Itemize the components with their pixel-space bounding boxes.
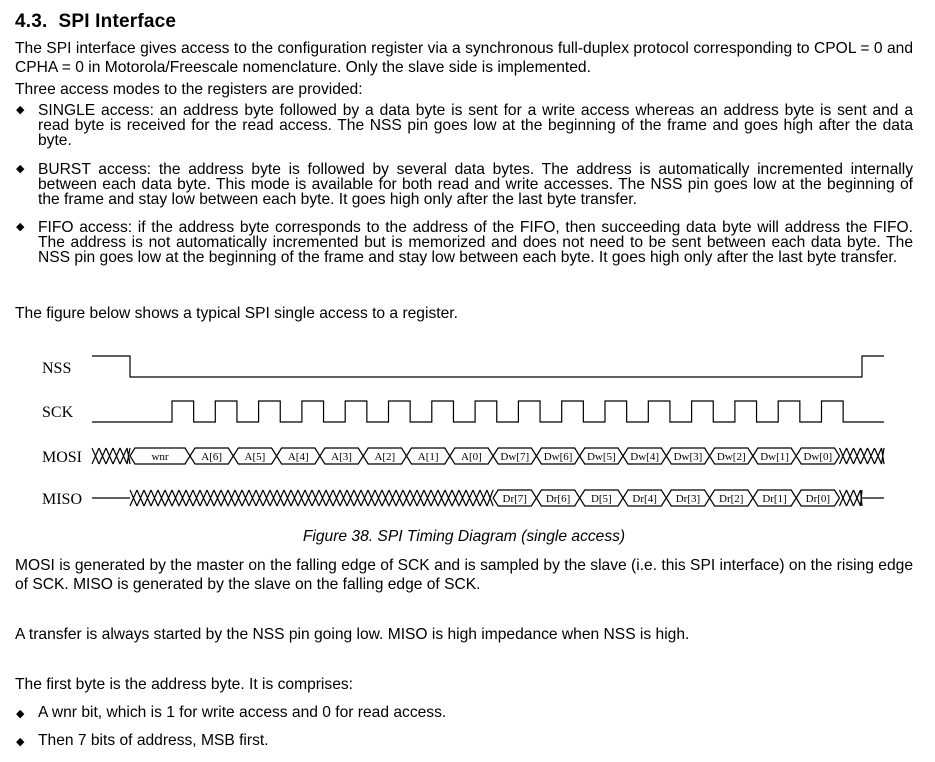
bullet-diamond-icon: ◆ [16, 708, 25, 720]
mosi-bit-cell-label: Dw[7] [500, 451, 530, 463]
mode-burst-text: BURST access: the address byte is followed by several data bytes. The address is automatically incremented internally between each data byte. This mode is available for both read and write accesses. The NSS pin goes low at the beginning of the frame and stay low between each byte. It goes high only after the last byte transfer. [38, 161, 913, 208]
section-number: 4.3. [15, 11, 48, 32]
figure-intro: The figure below shows a typical SPI single access to a register. [15, 305, 458, 322]
miso-bit-cell-label: Dr[0] [805, 493, 831, 505]
section-title: SPI Interface [58, 11, 177, 32]
mosi-bit-cell-label: Dw[4] [630, 451, 660, 463]
signal-label-sck: SCK [42, 404, 74, 421]
mode-fifo-text: FIFO access: if the address byte corresponds to the address of the FIFO, then succeeding data byte will address the FIFO. The address is not automatically incremented but is memorized and does not need to be sent between each data byte. The NSS pin goes low at the beginning of the frame and stay low between each byte. It goes high only after the last byte transfer. [38, 219, 913, 266]
mosi-bit-cell-label: Dw[2] [716, 451, 746, 463]
list-item [15, 731, 913, 750]
bullet-diamond-icon: ◆ [16, 163, 25, 175]
address-byte-list [15, 703, 913, 750]
miso-hatch-end [840, 490, 863, 506]
mosi-bit-cell-label: A[4] [287, 451, 309, 463]
miso-bit-cell-label: Dr[4] [632, 493, 657, 505]
document-page [15, 8, 913, 323]
mosi-paragraph: MOSI is generated by the master on the falling edge of SCK and is sampled by the slave (i.e. this SPI interface) on the rising edge of SCK. MISO is generated by the slave on the falling edge of SCK. [15, 557, 913, 593]
mosi-hatch-start [92, 448, 130, 464]
address-byte-paragraph: The first byte is the address byte. It is comprises: [15, 676, 353, 693]
signal-label-nss: NSS [42, 360, 72, 377]
mosi-bit-cell-label: A[6] [201, 451, 223, 463]
section-heading [15, 8, 913, 36]
miso-bit-cell-label: Dr[3] [675, 493, 701, 505]
miso-bit-cell-label: D[5] [590, 493, 612, 505]
miso-hatch [130, 490, 493, 506]
bullet-diamond-icon: ◆ [16, 736, 25, 748]
mosi-bit-cell-label: Dw[0] [803, 451, 833, 463]
mosi-bit-cell-label: A[1] [417, 451, 439, 463]
mosi-bit-cell-label: A[2] [374, 451, 396, 463]
figure-caption: Figure 38. SPI Timing Diagram (single access) [302, 528, 626, 545]
sck-waveform [92, 401, 884, 422]
intro-paragraph: The SPI interface gives access to the configuration register via a synchronous full-duplex protocol corresponding to CPOL = 0 and CPHA = 0 in Motorola/Freescale nomenclature. Only the slave side is implemented. [15, 40, 913, 76]
list-item [15, 220, 913, 280]
mosi-bit-cell-label: A[0] [461, 451, 482, 463]
modes-intro: Three access modes to the registers are provided: [15, 81, 363, 98]
mosi-bit-cell-label: A[3] [331, 451, 352, 463]
mosi-bit-cell-label: Dw[3] [673, 451, 703, 463]
mode-single-text: SINGLE access: an address byte followed by a data byte is sent for a write access whereas an address byte is sent and a read byte is received for the read access. The NSS pin goes low at the beginning of the frame and goes high after the data byte. [38, 102, 913, 149]
list-item [15, 103, 913, 151]
access-modes-list [15, 103, 913, 280]
signal-label-mosi: MOSI [42, 449, 83, 466]
mosi-bit-cell-label: Dw[5] [586, 451, 616, 463]
mosi-bit-cell-label: Dw[1] [760, 451, 789, 463]
list-item [15, 162, 913, 220]
address-item-wnr: A wnr bit, which is 1 for write access and 0 for read access. [38, 704, 447, 721]
mosi-bit-cell-label: wnr [151, 451, 169, 463]
signal-label-miso: MISO [42, 491, 83, 508]
miso-bit-cell-label: Dr[7] [502, 493, 527, 505]
body-text [15, 556, 913, 750]
bullet-diamond-icon: ◆ [16, 221, 25, 233]
mosi-hatch-end [840, 448, 885, 464]
mosi-bit-cell-label: Dw[6] [543, 451, 573, 463]
miso-bit-cell-label: Dr[6] [545, 493, 571, 505]
transfer-paragraph: A transfer is always started by the NSS pin going low. MISO is high impedance when NSS is high. [15, 626, 690, 643]
mosi-bit-cell-label: A[5] [244, 451, 266, 463]
address-item-bits: Then 7 bits of address, MSB first. [38, 732, 269, 749]
miso-bit-cell-label: Dr[2] [719, 493, 744, 505]
bullet-diamond-icon: ◆ [16, 104, 25, 116]
spi-timing-diagram [0, 345, 935, 520]
miso-bit-cell-label: Dr[1] [762, 493, 787, 505]
nss-waveform [92, 356, 884, 377]
list-item [15, 703, 913, 722]
